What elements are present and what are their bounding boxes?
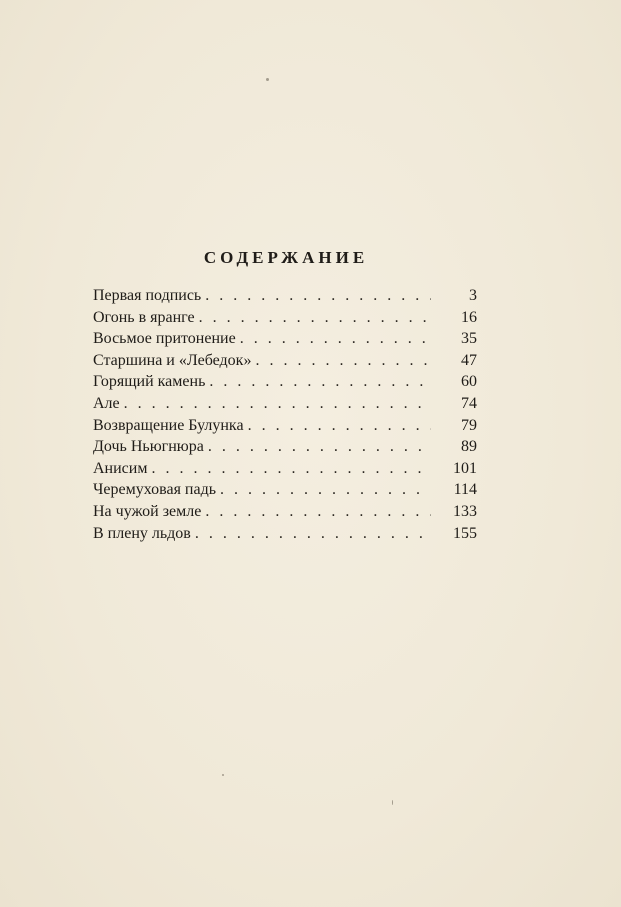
entry-title: Анисим [93, 459, 148, 477]
entry-title: Черемуховая падь [93, 481, 217, 499]
contents-entry [93, 523, 477, 545]
dot-leader [147, 458, 431, 480]
contents-entry [93, 458, 477, 480]
contents-entry [93, 285, 477, 307]
dot-leader [216, 479, 431, 501]
contents-heading: СОДЕРЖАНИЕ [203, 248, 369, 267]
dot-leader [120, 393, 431, 415]
entry-page-number: 133 [453, 502, 477, 520]
entry-title: Огонь в яранге [93, 308, 195, 326]
dot-leader [236, 328, 431, 350]
entry-page-number: 89 [461, 438, 477, 456]
paper-speck [222, 774, 224, 776]
entry-page-number: 114 [453, 481, 477, 499]
entry-page-number: 47 [461, 351, 477, 369]
entry-title: В плену льдов [93, 524, 191, 542]
dot-leader [201, 501, 431, 523]
dot-leader [195, 307, 431, 329]
entry-page-number: 16 [461, 308, 477, 326]
entry-title: Первая подпись [93, 287, 202, 304]
entry-page-number: 155 [453, 524, 477, 542]
paper-speck [266, 78, 269, 81]
entry-page-number: 79 [461, 416, 477, 434]
entry-page-number: 60 [461, 373, 477, 391]
contents-entry [93, 350, 477, 372]
dot-leader [244, 415, 431, 437]
contents-entry [93, 328, 477, 350]
entry-page-number: 101 [453, 459, 477, 477]
dot-leader [201, 285, 431, 307]
contents-entry [93, 436, 477, 458]
contents-entry [93, 479, 477, 501]
entry-page-number: 74 [461, 394, 477, 412]
paper-speck [392, 800, 393, 805]
entry-page-number: 3 [469, 287, 477, 304]
entry-title: Возвращение Булунка [93, 416, 244, 434]
contents-entry [93, 307, 477, 329]
entry-title: Старшина и «Лебедок» [93, 351, 252, 369]
contents-entry [93, 393, 477, 415]
contents-entry [93, 371, 477, 393]
entry-title: Але [93, 394, 120, 412]
entry-title: Горящий камень [93, 373, 206, 391]
dot-leader [191, 523, 431, 545]
contents-entry [93, 501, 477, 523]
contents-entry [93, 415, 477, 437]
contents-list [93, 285, 477, 544]
entry-page-number: 35 [461, 330, 477, 348]
entry-title: На чужой земле [93, 502, 202, 520]
entry-title: Восьмое притонение [93, 330, 236, 348]
dot-leader [205, 371, 431, 393]
entry-title: Дочь Ньюгнюра [93, 438, 204, 456]
dot-leader [251, 350, 431, 372]
dot-leader [204, 436, 431, 458]
